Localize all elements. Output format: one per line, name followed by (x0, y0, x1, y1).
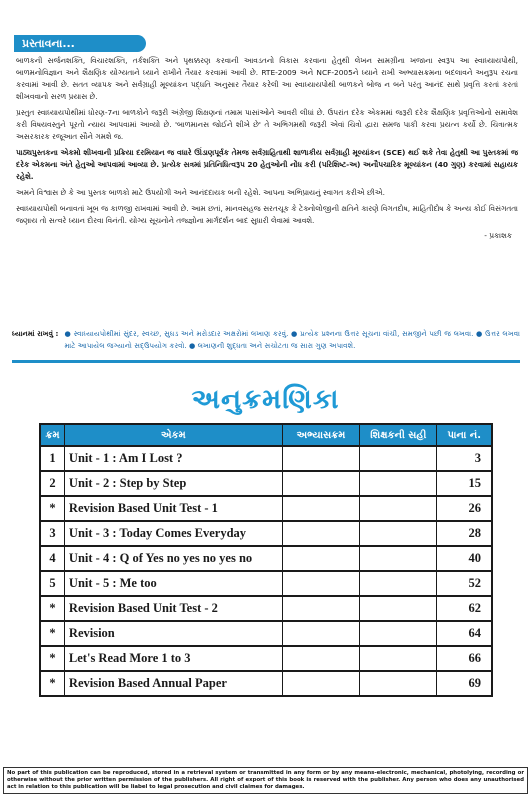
toc-row-sign-cell (360, 671, 437, 696)
toc-row-unit: Revision Based Unit Test - 2 (64, 596, 282, 621)
notes-box (12, 328, 520, 352)
toc-row-page: 28 (437, 521, 492, 546)
toc-header-no: ક્રમ (40, 424, 64, 446)
toc-row-no: * (40, 596, 64, 621)
toc-row-syllabus-cell (282, 546, 359, 571)
copyright-notice: No part of this publication can be reproduced, stored in a retrieval system or transmitted in any form or by any means-electronic, mechanical, photolying, recording or otherwise without the prior written permission of the publishers. All right of export of this book is reserved with the publisher. Any person who does any unauthorised act in relation to this publication will be liabel to legal prosecution and civil claimes for damages. (3, 767, 528, 794)
preface-paragraph-1: બાળકની સર્જનશક્તિ, વિચારશક્તિ, તર્કશક્તિ અને પૃથક્કરણ કરવાની આવડતનો વિકાસ કરવાના હેતુથી લેખન સામગ્રીના ખજાના સ્વરૂપ આ સ્વાધ્યાયપોથી, બાળમનોવિજ્ઞાન અને શૈક્ષણિક યોગ્યતાને ધ્યાને રાખીને તૈયાર કરવામાં આવી છે. RTE-2009 અને NCF-2005ને ધ્યાને રાખી અભ્યાસક્રમના બદલાવને અનુરૂપ રચના કરવામાં આવી છે. સતત વ્યાપક અને સર્વગ્રાહી મૂલ્યાંકન પદ્ધતિ અનુસાર તૈયાર કરેલી આ સ્વાધ્યાયપોથી બાળકને બોજ ન બને પરંતુ આનંદ સાથે પ્રવૃત્તિ કરતાં કરતાં શીખવવાનો સરળ પ્રયાસ છે. (16, 56, 518, 101)
toc-row-sign-cell (360, 471, 437, 496)
toc-row-sign-cell (360, 546, 437, 571)
preface-body (16, 55, 518, 242)
toc-row-unit: Revision Based Unit Test - 1 (64, 496, 282, 521)
notes-text: ● સ્વાધ્યાયપોથીમાં સુંદર, સ્વચ્છ, સુઘડ અને મરોડદાર અક્ષરોમાં લખાણ કરવું. ● પ્રત્યેક પ્રશ્નના ઉત્તર સૂચના વાંચી, સમજીને પછી જ લખવા. ● ઉત્તર લખવા માટે આપાયેલ જગ્યાનો સદ્ઉપયોગ કરવો. ● લખાણની શુદ્ધતા અને સચોટતા જ સારા ગુણ અપાવશે. (64, 329, 520, 350)
toc-row (40, 446, 492, 471)
notes-label: ધ્યાનમાં રાખવું : (12, 329, 59, 338)
toc-row-sign-cell (360, 621, 437, 646)
toc-row-page: 40 (437, 546, 492, 571)
toc-row-syllabus-cell (282, 496, 359, 521)
toc-row-sign-cell (360, 646, 437, 671)
toc-row-syllabus-cell (282, 471, 359, 496)
toc-row-syllabus-cell (282, 446, 359, 471)
toc-row-no: * (40, 621, 64, 646)
toc-title: અનુક્રમણિકા (191, 384, 340, 415)
toc-row-sign-cell (360, 496, 437, 521)
toc-row-syllabus-cell (282, 671, 359, 696)
toc-row-no: * (40, 496, 64, 521)
toc-row-page: 62 (437, 596, 492, 621)
toc-row (40, 621, 492, 646)
toc-row (40, 671, 492, 696)
toc-row (40, 596, 492, 621)
toc-row-no: * (40, 671, 64, 696)
toc-row-no: 1 (40, 446, 64, 471)
toc-row-page: 26 (437, 496, 492, 521)
toc-row-no: 5 (40, 571, 64, 596)
toc-header-syllabus: અભ્યાસક્રમ (282, 424, 359, 446)
toc-row-no: 3 (40, 521, 64, 546)
toc-row (40, 521, 492, 546)
toc-row-unit: Unit - 1 : Am I Lost ? (64, 446, 282, 471)
preface-heading: પ્રસ્તાવના... (14, 35, 146, 52)
toc-row-unit: Let's Read More 1 to 3 (64, 646, 282, 671)
preface-paragraph-hope: અમને વિશ્વાસ છે કે આ પુસ્તક બાળકો માટે ઉપયોગી અને આનંદદાયક બની રહેશે. આપના અભિપ્રાયનું સ્વાગત કરીએ છીએ. (16, 188, 385, 197)
toc-row-no: * (40, 646, 64, 671)
preface-paragraph-evaluation: પાઠ્યપુસ્તકના એકમો શીખવાની પ્રક્રિયા દરમિયાન જ વધારે ઊંડાણપૂર્વક તેમજ સર્વગ્રાહિતાથી શાળાકીય સર્વગ્રાહી મૂલ્યાંકન (SCE) થઈ શકે તેવા હેતુથી આ પુસ્તકમાં જ દરેક એકમના અંતે હેતુઓ આપવામાં આવ્યા છે. પ્રત્યેક સત્રમાં પ્રતિનિધિત્વરૂપ 20 હેતુઓની નોંધ કરી (પરિશિષ્ટ-અ) અનૌપચારિક મૂલ્યાંકન (40 ગુણ) કરવામાં સહાયક રહેશે. (16, 148, 518, 181)
preface-paragraph-care: સ્વાધ્યાયપોથી બનાવતાં ખૂબ જ કાળજી રાખવામાં આવી છે. આમ છતાં, માનવસહજ સરતચૂક કે ટેક્નોલોજીની ક્ષતિને કારણે વિગતદોષ, માહિતીદોષ કે અન્ય કોઈ વિસંગતતા જણાય તો સત્વરે ધ્યાન દોરવા વિનંતી. યોગ્ય સૂચનોને તજ્જ્ઞોના માર્ગદર્શન બાદ સુધારી લેવામાં આવશે. (16, 204, 518, 225)
toc-row-sign-cell (360, 596, 437, 621)
toc-row (40, 571, 492, 596)
toc-row-no: 4 (40, 546, 64, 571)
toc-row-page: 69 (437, 671, 492, 696)
toc-row-syllabus-cell (282, 521, 359, 546)
toc-row-unit: Unit - 3 : Today Comes Everyday (64, 521, 282, 546)
toc-row (40, 496, 492, 521)
toc-row-sign-cell (360, 446, 437, 471)
toc-row-unit: Unit - 2 : Step by Step (64, 471, 282, 496)
toc-header-unit: એકમ (64, 424, 282, 446)
toc-row (40, 471, 492, 496)
toc-row-unit: Unit - 4 : Q of Yes no yes no yes no (64, 546, 282, 571)
toc-row-syllabus-cell (282, 596, 359, 621)
toc-row-syllabus-cell (282, 571, 359, 596)
toc-row-syllabus-cell (282, 646, 359, 671)
toc-row-no: 2 (40, 471, 64, 496)
toc-row-sign-cell (360, 521, 437, 546)
top-margin (0, 0, 531, 36)
toc-row (40, 546, 492, 571)
toc-header-page: પાના નં. (437, 424, 492, 446)
toc-row-page: 64 (437, 621, 492, 646)
toc-row (40, 646, 492, 671)
toc-row-page: 52 (437, 571, 492, 596)
toc-header-teacher-sign: શિક્ષકની સહી (360, 424, 437, 446)
toc-row-syllabus-cell (282, 621, 359, 646)
publisher-signature: - પ્રકાશક (484, 231, 512, 240)
toc-table (39, 423, 493, 697)
toc-row-sign-cell (360, 571, 437, 596)
toc-row-unit: Revision (64, 621, 282, 646)
toc-row-page: 3 (437, 446, 492, 471)
toc-row-page: 15 (437, 471, 492, 496)
divider (12, 360, 520, 363)
toc-row-unit: Unit - 5 : Me too (64, 571, 282, 596)
toc-row-unit: Revision Based Annual Paper (64, 671, 282, 696)
preface-paragraph-2: પ્રસ્તુત સ્વાધ્યાયપોથીમાં ધોરણ-7ના બાળકોને જરૂરી અંગ્રેજી શિક્ષણનાં તમામ પાસાંઓને આવરી લીધાં છે. ઉપરાંત દરેક એકમમાં જરૂરી દરેક શૈક્ષણિક પ્રવૃત્તિઓનો સમાવેશ કરી વિષયવસ્તુને પૂરતો ન્યાય આપવામાં આવ્યો છે. 'બાળમાનસ જોઈને શીખે છે' તે અભિગમથી જરૂરી એવાં ચિત્રો દ્વારા સમજ પાકી કરવા પ્રયત્ન કર્યો છે. ચિત્રાત્મક અસરકારક રજૂઆત સૌને ગમશે જ. (16, 108, 518, 141)
toc-row-page: 66 (437, 646, 492, 671)
